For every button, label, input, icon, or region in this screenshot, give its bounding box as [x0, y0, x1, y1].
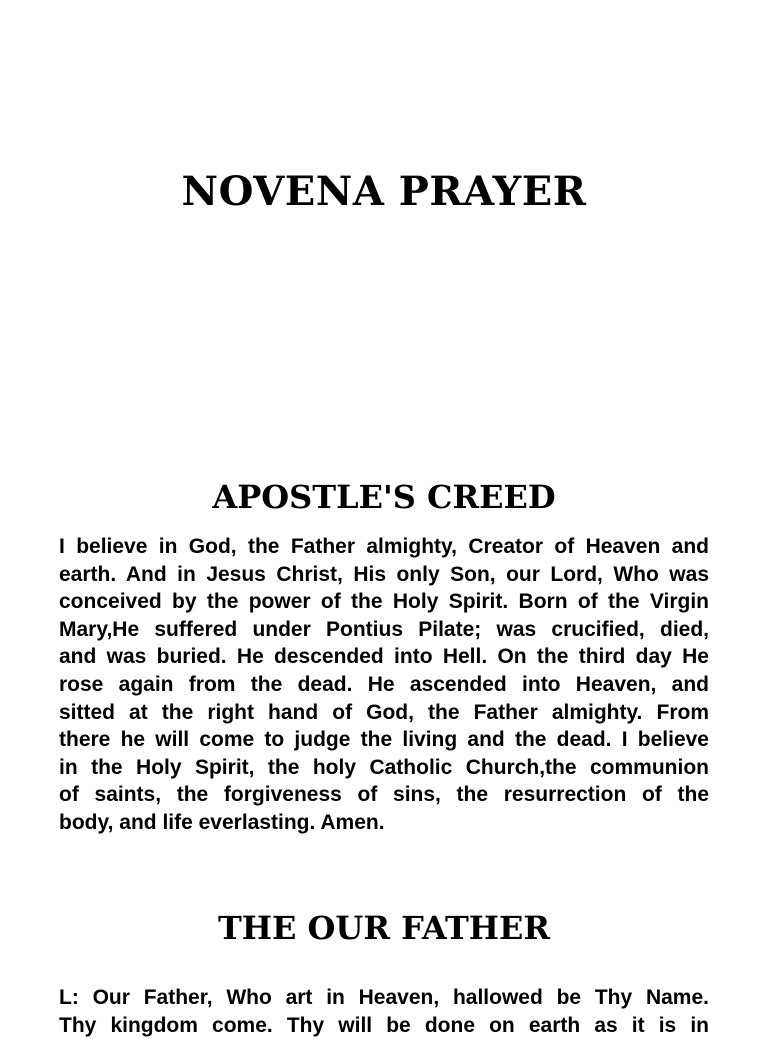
- text-line: Thy kingdom come. Thy will be done on earth as it is in: [59, 1013, 709, 1037]
- section-heading-our-father: THE OUR FATHER: [217, 909, 551, 947]
- text-line: of saints, the forgiveness of sins, the resurrection of the: [59, 783, 709, 807]
- text-line: sitted at the right hand of God, the Father almighty. From: [59, 700, 709, 724]
- text-line: rose again from the dead. He ascended into Heaven, and: [59, 672, 709, 696]
- text-line: earth. And in Jesus Christ, His only Son, our Lord, Who was: [59, 562, 709, 586]
- apostles-creed-text: [59, 533, 709, 837]
- text-line: I believe in God, the Father almighty, Creator of Heaven and: [59, 535, 709, 558]
- section-heading-apostles-creed: APOSTLE'S CREED: [212, 478, 556, 516]
- text-line: and was buried. He descended into Hell. On the third day He: [59, 645, 709, 669]
- our-father-text: [59, 984, 709, 1039]
- text-line: there he will come to judge the living and the dead. I believe: [59, 728, 709, 752]
- text-line: body, and life everlasting. Amen.: [59, 810, 385, 834]
- text-line: conceived by the power of the Holy Spirit. Born of the Virgin: [59, 590, 709, 614]
- text-line: in the Holy Spirit, the holy Catholic Church,the communion: [59, 755, 709, 779]
- document-title: NOVENA PRAYER: [181, 168, 587, 215]
- text-line: L: Our Father, Who art in Heaven, hallowed be Thy Name.: [59, 986, 709, 1009]
- text-line: Mary,He suffered under Pontius Pilate; was crucified, died,: [59, 617, 709, 641]
